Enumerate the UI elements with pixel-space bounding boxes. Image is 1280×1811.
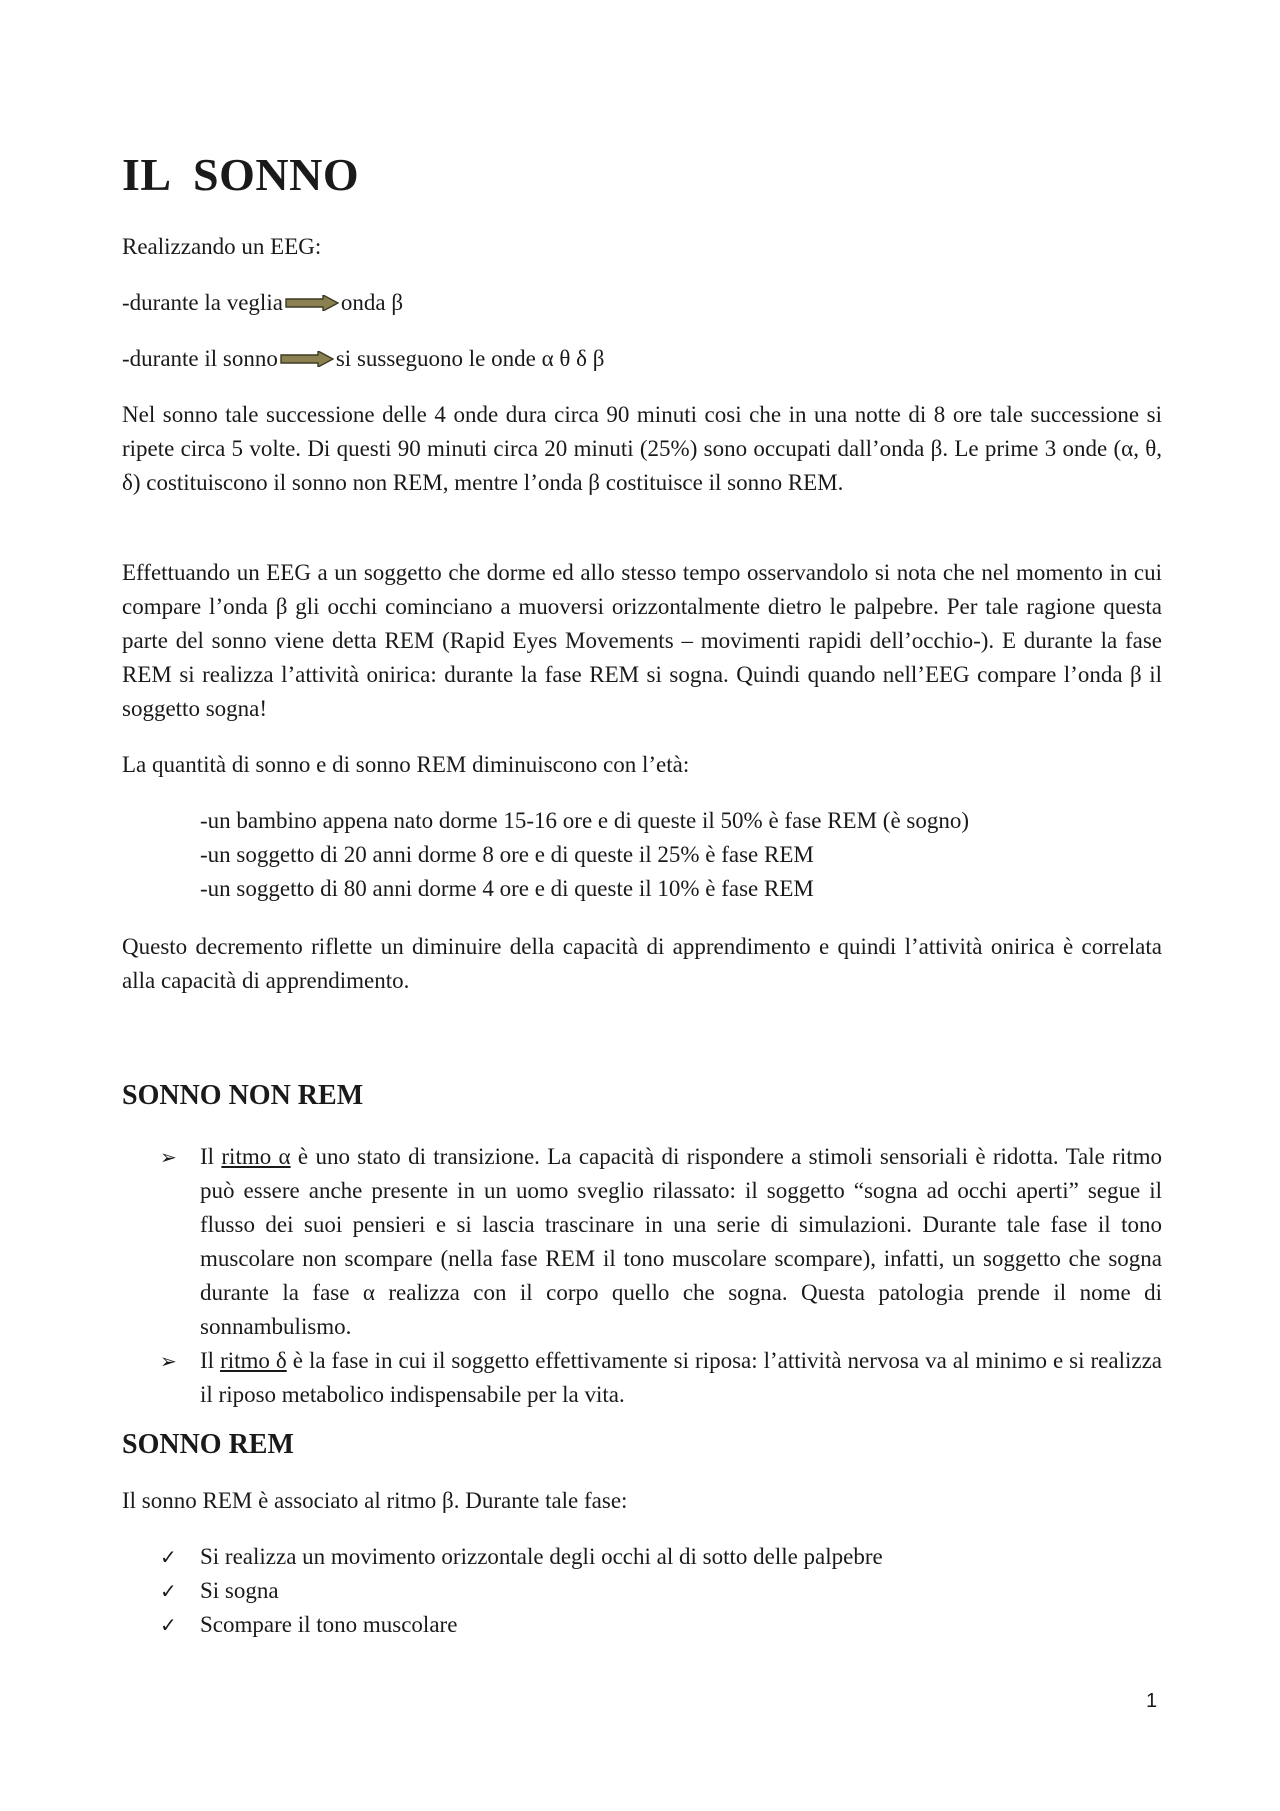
list-item: ✓ Si sogna xyxy=(122,1574,1162,1608)
paragraph-quantita: La quantità di sonno e di sonno REM diminuiscono con l’età: xyxy=(122,752,690,777)
paragraph-successione: Nel sonno tale successione delle 4 onde dura circa 90 minuti cosi che in una notte di 8 ore tale successione si ripete circa 5 volte. Di questi 90 minuti circa 20 minuti (25%) sono occupati dall’onda β. Le prime 3 onde (α, θ, δ) costituiscono il sonno non REM, mentre l’onda β costituisce il sonno REM. xyxy=(122,402,1162,495)
list-item: ✓ Si realizza un movimento orizzontale degli occhi al di sotto delle palpebre xyxy=(122,1540,1162,1574)
list-item: ✓ Scompare il tono muscolare xyxy=(122,1608,1162,1642)
arrow-line-right: onda β xyxy=(340,290,404,315)
rem-checklist xyxy=(122,1540,1162,1642)
arrowhead-bullet-icon: ➢ xyxy=(160,1349,177,1373)
right-arrow-icon xyxy=(280,351,334,367)
non-rem-list xyxy=(122,1140,1162,1412)
heading-rem: SONNO REM xyxy=(122,1429,294,1460)
list-item: ➢ Il ritmo α è uno stato di transizione. La capacità di rispondere a stimoli sensoriali è ridotta. Tale ritmo può essere anche presente in un uomo sveglio rilassato: il soggetto “sogna ad occhi aperti” segue il flusso dei suoi pensieri e si lascia trascinare in una serie di simulazioni. Durante tale fase il tono muscolare non scompare (nella fase REM il tono muscolare scompare), infatti, un soggetto che sogna durante la fase α realizza con il corpo quello che sogna. Questa patologia prende il nome di sonnambulismo. xyxy=(122,1140,1162,1344)
paragraph-conclusion: Questo decremento riflette un diminuire della capacità di apprendimento e quindi l’attività onirica è correlata alla capacità di apprendimento. xyxy=(122,934,1162,993)
arrow-line-veglia xyxy=(122,286,403,320)
arrow-line-left: -durante il sonno xyxy=(122,346,278,371)
term-ritmo-alpha: ritmo α xyxy=(221,1144,291,1169)
page-title: IL SONNO xyxy=(122,149,360,200)
age-item: -un soggetto di 80 anni dorme 4 ore e di queste il 10% è fase REM xyxy=(200,876,814,901)
right-arrow-icon xyxy=(285,295,339,311)
arrow-line-right: si susseguono le onde α θ δ β xyxy=(335,346,605,371)
arrow-line-sonno xyxy=(122,342,604,376)
term-ritmo-delta: ritmo δ xyxy=(220,1348,287,1373)
page-number: 1 xyxy=(1146,1690,1158,1712)
list-item: ➢ Il ritmo δ è la fase in cui il soggetto effettivamente si riposa: l’attività nervosa va al minimo e si realizza il riposo metabolico indispensabile per la vita. xyxy=(122,1344,1162,1412)
age-item: -un soggetto di 20 anni dorme 8 ore e di queste il 25% è fase REM xyxy=(200,842,814,867)
paragraph-rem-eeg: Effettuando un EEG a un soggetto che dorme ed allo stesso tempo osservandolo si nota che nel momento in cui compare l’onda β gli occhi cominciano a muoversi orizzontalmente dietro le palpebre. Per tale ragione questa parte del sonno viene detta REM (Rapid Eyes Movements – movimenti rapidi dell’occhio-). E durante la fase REM si realizza l’attività onirica: durante la fase REM si sogna. Quindi quando nell’EEG compare l’onda β il soggetto sogna! xyxy=(122,560,1162,721)
checkmark-icon: ✓ xyxy=(160,1613,177,1637)
checkmark-icon: ✓ xyxy=(160,1545,177,1569)
intro-text: Realizzando un EEG: xyxy=(122,234,322,259)
arrowhead-bullet-icon: ➢ xyxy=(160,1145,177,1169)
arrow-line-left: -durante la veglia xyxy=(122,290,283,315)
rem-intro: Il sonno REM è associato al ritmo β. Durante tale fase: xyxy=(122,1488,628,1513)
checkmark-icon: ✓ xyxy=(160,1579,177,1603)
age-item: -un bambino appena nato dorme 15-16 ore e di queste il 50% è fase REM (è sogno) xyxy=(200,808,970,833)
heading-non-rem: SONNO NON REM xyxy=(122,1080,364,1111)
